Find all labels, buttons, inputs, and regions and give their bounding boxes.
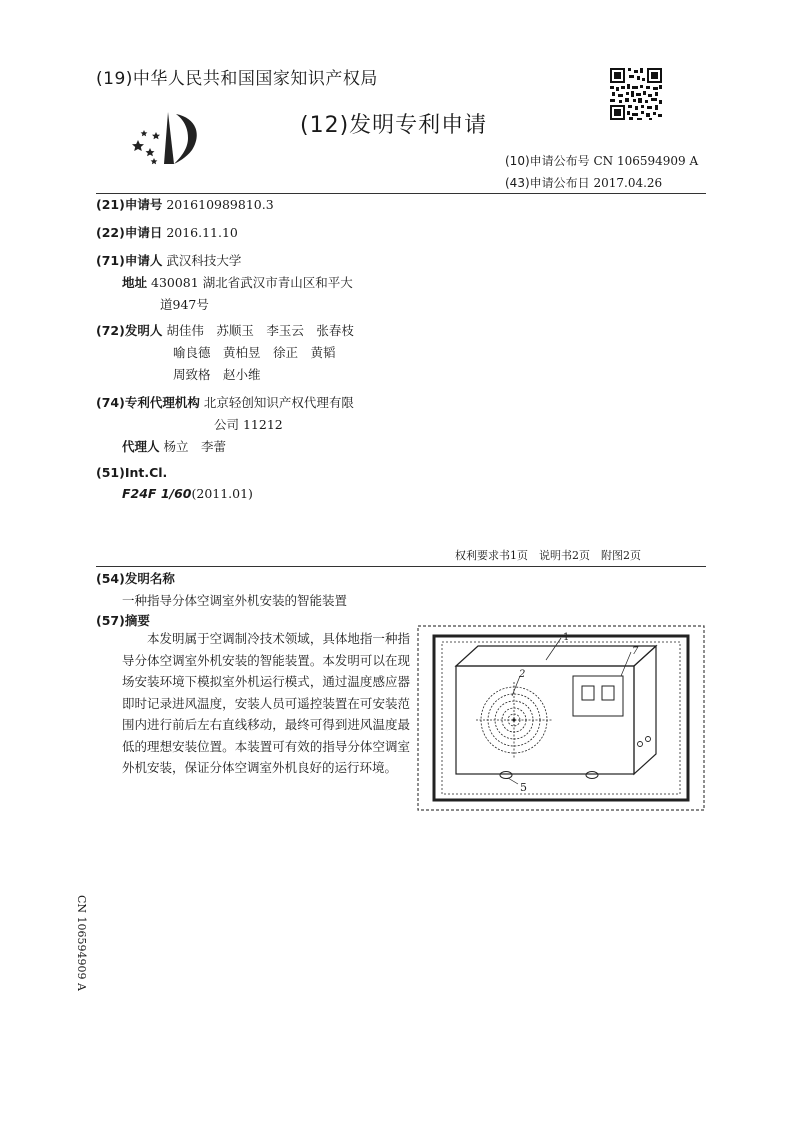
- publication-date-label: (43)申请公布日: [505, 176, 590, 190]
- int-cl-version: (2011.01): [191, 486, 253, 501]
- figure-label-2: 2: [519, 669, 526, 680]
- figure-label-1: 1: [563, 632, 570, 643]
- agency-label: (74)专利代理机构: [96, 395, 200, 410]
- application-number-value: 201610989810.3: [166, 197, 274, 212]
- agent-field: [122, 436, 226, 458]
- invention-title-label: (54)发明名称: [96, 571, 175, 586]
- inventors-line-3: 周致格 赵小维: [173, 367, 261, 382]
- agent-value: 杨立 李蕾: [163, 439, 227, 454]
- abstract-text: 本发明属于空调制冷技术领域，具体地指一种指导分体空调室外机安装的智能装置。本发明可以在现场安装环境下模拟室外机运行模式，通过温度感应器即时记录进风温度，安装人员可遥控装置在可安装范围内进行前后左右直线移动，最终可得到进风温度最低的理想安装位置。本装置可有效的指导分体空调室外机安装，保证分体空调室外机良好的运行环境。: [122, 631, 410, 775]
- agency-line-1: 北京轻创知识产权代理有限: [203, 395, 354, 410]
- publication-number-value: CN 106594909 A: [593, 154, 699, 168]
- inventors-line-2: 喻良德 黄柏昱 徐正 黄韬: [173, 345, 336, 360]
- patent-office-logo: [130, 108, 210, 170]
- int-cl-code: F24F 1/60: [122, 486, 192, 501]
- agent-label: 代理人: [122, 439, 160, 454]
- inventors-label: (72)发明人: [96, 323, 163, 338]
- figure-label-7: 7: [632, 646, 639, 657]
- int-cl-classification: [122, 486, 253, 501]
- inventors-line-1: 胡佳伟 苏顺玉 李玉云 张春枝: [166, 323, 354, 338]
- abstract-figure: [416, 624, 706, 812]
- side-publication-number: CN 106594909 A: [75, 895, 88, 991]
- application-number-label: (21)申请号: [96, 197, 163, 212]
- publication-number-row: [505, 152, 698, 169]
- document-kind-title: (12)发明专利申请: [300, 113, 488, 138]
- page-counts: 权利要求书1页 说明书2页 附图2页: [455, 549, 641, 562]
- application-number-field: [96, 194, 274, 216]
- address-field: [122, 272, 353, 294]
- publication-number-label: (10)申请公布号: [505, 154, 590, 168]
- qr-code-icon: [610, 68, 662, 120]
- agency-field: [96, 392, 354, 414]
- issuing-office: (19)中华人民共和国国家知识产权局: [96, 69, 378, 89]
- int-cl-field: [96, 462, 167, 484]
- filing-date-label: (22)申请日: [96, 225, 163, 240]
- agency-line-2: 公司 11212: [214, 417, 283, 432]
- figure-label-5: 5: [520, 781, 527, 794]
- abstract-label: (57)摘要: [96, 613, 150, 628]
- int-cl-label: (51)Int.Cl.: [96, 465, 168, 480]
- applicant-value: 武汉科技大学: [166, 253, 242, 268]
- address-label: 地址: [122, 275, 148, 290]
- applicant-field: [96, 250, 241, 272]
- address-line-2: 道947号: [160, 297, 209, 312]
- invention-title: 一种指导分体空调室外机安装的智能装置: [122, 593, 348, 608]
- applicant-label: (71)申请人: [96, 253, 163, 268]
- publication-date-value: 2017.04.26: [593, 176, 663, 190]
- section-divider: [96, 566, 706, 567]
- inventors-field: [96, 320, 354, 342]
- address-line-1: 430081 湖北省武汉市青山区和平大: [151, 275, 353, 290]
- filing-date-field: [96, 222, 238, 244]
- publication-date-row: [505, 174, 662, 191]
- filing-date-value: 2016.11.10: [166, 225, 238, 240]
